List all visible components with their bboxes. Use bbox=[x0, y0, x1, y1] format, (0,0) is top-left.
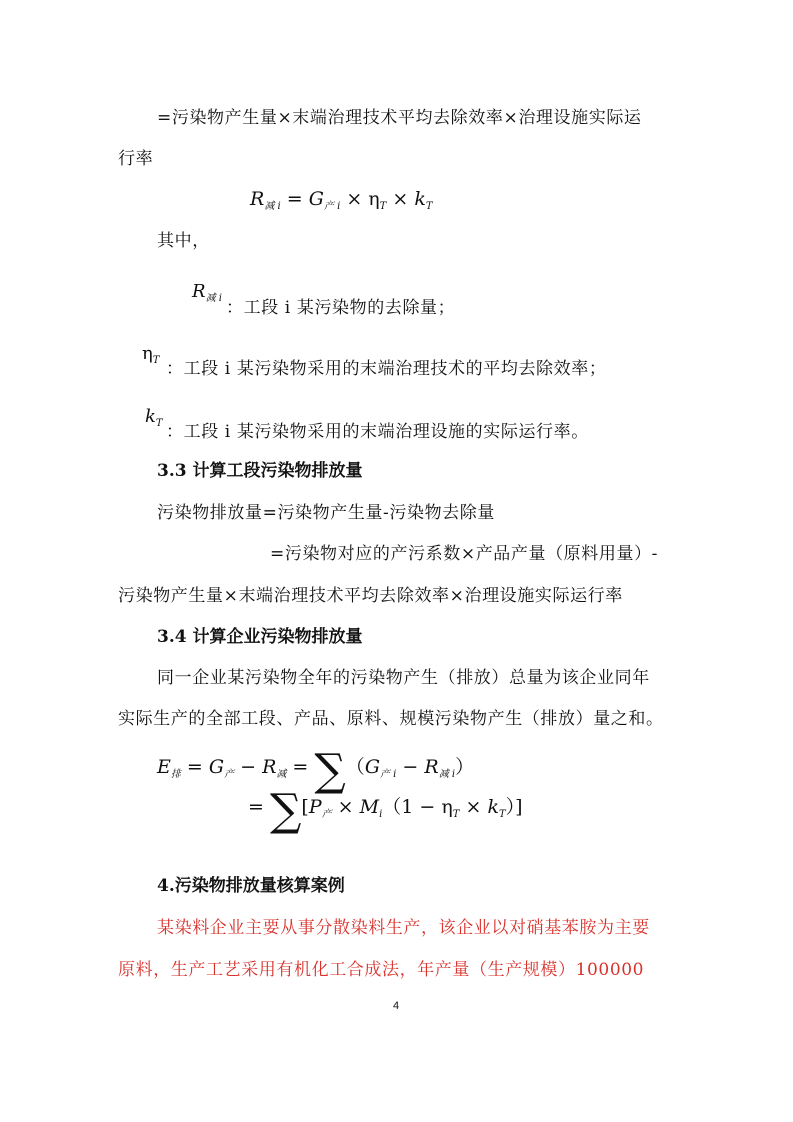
definition-line: ：工段 i 某污染物采用的末端治理设施的实际运行率。 bbox=[166, 422, 589, 442]
symbol-r bbox=[192, 278, 222, 313]
formula-symbol: η bbox=[142, 343, 153, 364]
formula-symbol: R bbox=[424, 756, 439, 778]
formula-symbol: P bbox=[308, 796, 322, 818]
formula-symbol: G bbox=[364, 756, 380, 778]
formula-subscript: 减 i bbox=[438, 769, 456, 780]
section-heading: 3.4 计算企业污染物排放量 bbox=[157, 627, 363, 647]
formula-symbol: η bbox=[368, 188, 380, 210]
formula-subscript: i bbox=[379, 809, 383, 820]
formula-emission bbox=[157, 745, 475, 796]
formula-symbol: G bbox=[208, 756, 225, 778]
formula-operator: − bbox=[234, 756, 263, 778]
formula-subscript: T bbox=[152, 355, 160, 366]
text-line: 污染物产生量×末端治理技术平均去除效率×治理设施实际运行率 bbox=[118, 586, 623, 606]
formula-symbol: R bbox=[250, 188, 265, 210]
formula-operator: = bbox=[180, 756, 209, 778]
formula-symbol: R bbox=[262, 756, 277, 778]
formula-subscript: 减 bbox=[276, 769, 287, 780]
formula-symbol: k bbox=[487, 796, 499, 818]
formula-subscript: 产 i bbox=[380, 769, 397, 780]
formula-symbol: E bbox=[157, 756, 171, 778]
section-heading: 4.污染物排放量核算案例 bbox=[157, 876, 345, 896]
formula-subscript: T bbox=[498, 809, 506, 820]
section-heading: 3.3 计算工段污染物排放量 bbox=[157, 461, 363, 481]
formula-bracket: [ bbox=[301, 796, 309, 818]
formula-symbol: M bbox=[359, 796, 380, 818]
formula-subscript: 产 i bbox=[323, 201, 341, 212]
text-line: 其中， bbox=[157, 231, 210, 251]
formula-symbol: η bbox=[441, 796, 453, 818]
definition-line: ：工段 i 某污染物的去除量； bbox=[226, 298, 456, 318]
formula-subscript: T bbox=[379, 201, 387, 212]
formula-operator: × bbox=[340, 188, 369, 210]
formula-symbol: k bbox=[145, 406, 156, 427]
formula-operator: × bbox=[331, 796, 360, 818]
formula-subscript: 产 bbox=[224, 769, 235, 780]
case-text-line: 原料，生产工艺采用有机化工合成法，年产量（生产规模）100000 bbox=[118, 960, 645, 980]
page-number: 4 bbox=[393, 1000, 400, 1012]
text-line: =污染物产生量×末端治理技术平均去除效率×治理设施实际运 bbox=[157, 108, 642, 128]
formula-operator: = bbox=[248, 796, 270, 818]
formula-subscript: 排 bbox=[170, 769, 181, 780]
formula-operator: × bbox=[386, 188, 415, 210]
formula-subscript: 减 i bbox=[205, 293, 222, 304]
text-line: 实际生产的全部工段、产品、原料、规模污染物产生（排放）量之和。 bbox=[118, 709, 664, 729]
text-line: 污染物排放量=污染物产生量-污染物去除量 bbox=[157, 503, 495, 523]
formula-bracket: ）] bbox=[505, 796, 523, 818]
formula-subscript: T bbox=[425, 201, 433, 212]
formula-symbol: G bbox=[308, 188, 324, 210]
symbol-k bbox=[145, 403, 163, 438]
formula-bracket: （ bbox=[345, 756, 365, 778]
text-line: 同一企业某污染物全年的污染物产生（排放）总量为该企业同年 bbox=[157, 668, 650, 688]
formula-operator: = bbox=[286, 756, 315, 778]
formula-symbol: k bbox=[414, 188, 426, 210]
sum-symbol: ∑ bbox=[269, 785, 302, 836]
formula-bracket: （1 − bbox=[382, 796, 442, 818]
formula-subscript: T bbox=[452, 809, 460, 820]
formula-emission-expanded bbox=[248, 785, 523, 836]
formula-subscript: 产 bbox=[321, 809, 332, 820]
formula-subscript: T bbox=[155, 418, 163, 429]
formula-bracket: ） bbox=[455, 756, 475, 778]
symbol-eta bbox=[142, 340, 159, 375]
sum-symbol: ∑ bbox=[314, 745, 346, 796]
formula-symbol: R bbox=[192, 281, 206, 302]
formula-removal bbox=[250, 185, 433, 221]
formula-operator: × bbox=[459, 796, 488, 818]
formula-subscript: 减 i bbox=[264, 201, 281, 212]
formula-operator: − bbox=[396, 756, 425, 778]
case-text-line: 某染料企业主要从事分散染料生产，该企业以对硝基苯胺为主要 bbox=[157, 918, 650, 938]
text-line: 行率 bbox=[118, 149, 154, 169]
definition-line: ：工段 i 某污染物采用的末端治理技术的平均去除效率； bbox=[166, 359, 607, 379]
text-line: =污染物对应的产污系数×产品产量（原料用量）- bbox=[270, 544, 659, 564]
formula-operator: = bbox=[280, 188, 309, 210]
